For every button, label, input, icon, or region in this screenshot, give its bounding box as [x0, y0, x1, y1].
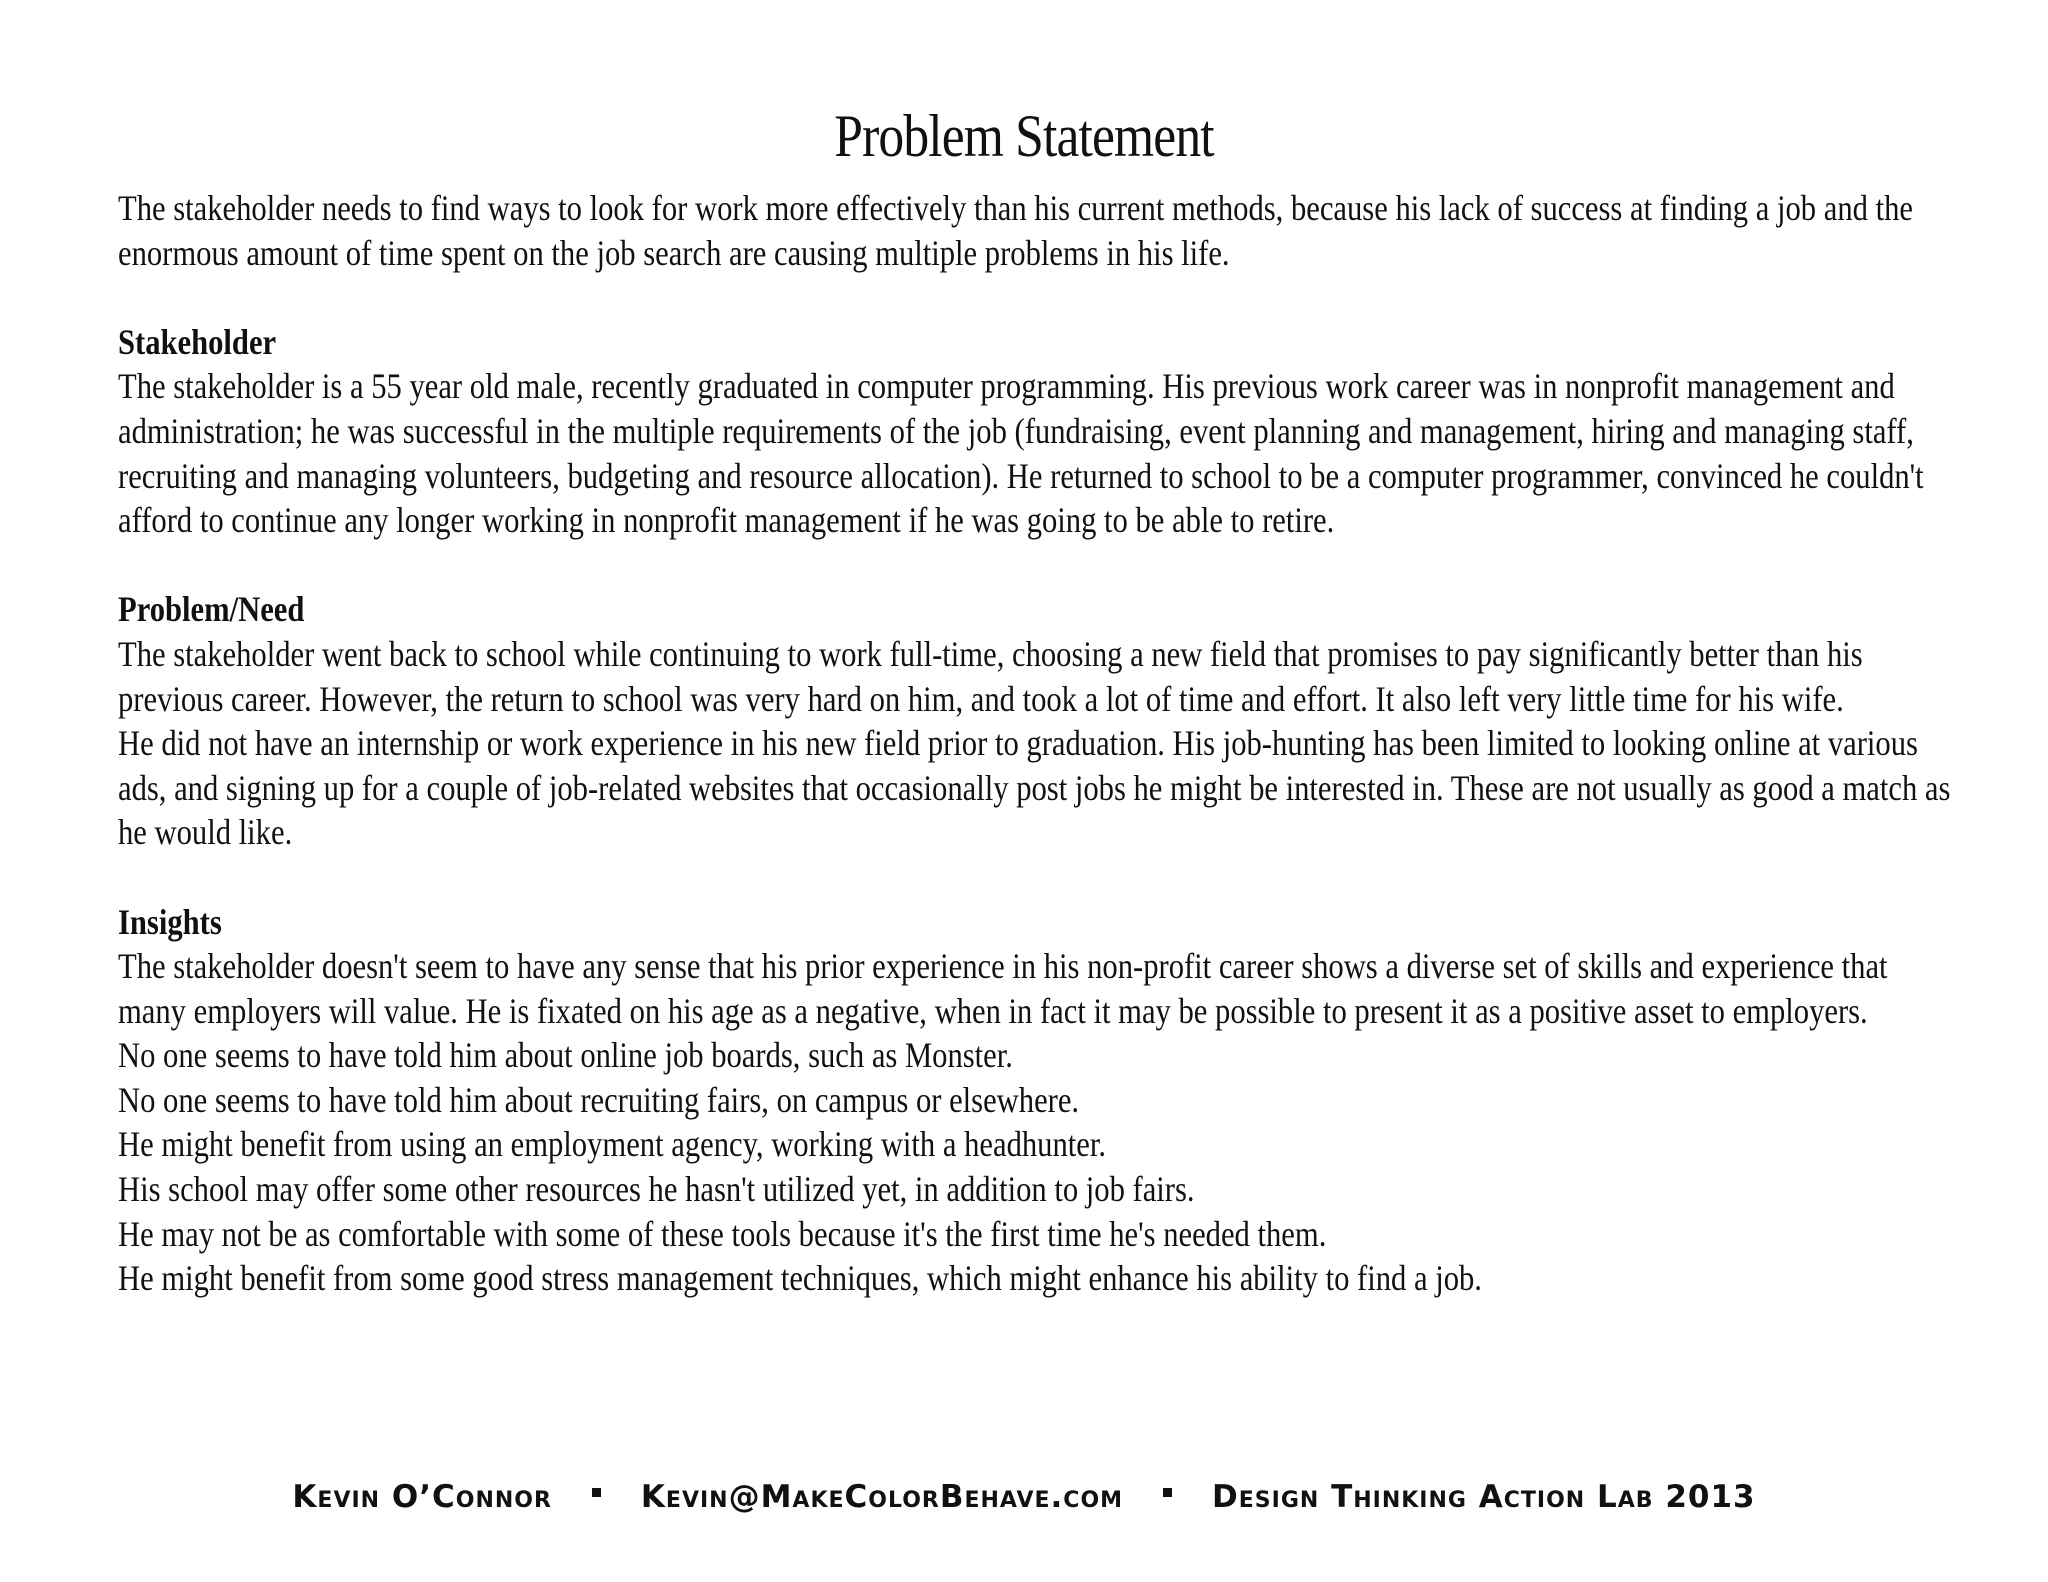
insight-paragraph-6: He may not be as comfortable with some of these tools because it's the first time he's needed them.	[118, 1213, 1327, 1254]
section-heading-stakeholder: Stakeholder	[118, 321, 277, 362]
insight-paragraph-2: No one seems to have told him about online job boards, such as Monster.	[118, 1035, 1013, 1076]
section-problem-need	[118, 587, 1957, 855]
intro-paragraph: The stakeholder needs to find ways to look for work more effectively than his current methods, because his lack of success at finding a job and the enormous amount of time spent on the job search are causing multiple problems in his life.	[118, 188, 1913, 273]
insight-paragraph-1: The stakeholder doesn't seem to have any sense that his prior experience in his non-profit career shows a diverse set of skills and experience that many employers will value. He is fixated on his age as a negative, when in fact it may be possible to present it as a positive asset to employers.	[118, 946, 1888, 1031]
footer-separator-square	[592, 1488, 601, 1497]
insight-paragraph-5: His school may offer some other resources he hasn't utilized yet, in addition to job fairs.	[118, 1169, 1195, 1210]
section-stakeholder	[118, 320, 1957, 543]
footer-separator-square	[1163, 1488, 1172, 1497]
page-title: Problem Statement	[834, 103, 1214, 169]
insight-paragraph-3: No one seems to have told him about recruiting fairs, on campus or elsewhere.	[118, 1079, 1080, 1120]
stakeholder-paragraph: The stakeholder is a 55 year old male, recently graduated in computer programming. His previous work career was in nonprofit management and administration; he was successful in the multiple requirements of the job (fundraising, event planning and management, hiring and managing staff, recruiting and managing volunteers, budgeting and resource allocation). He returned to school to be a computer programmer, convinced he couldn't afford to continue any longer working in nonprofit management if he was going to be able to retire.	[118, 366, 1924, 541]
problem-paragraph-1: The stakeholder went back to school while continuing to work full-time, choosing a new field that promises to pay significantly better than his previous career. However, the return to school was very hard on him, and took a lot of time and effort. It also left very little time for his wife.	[118, 633, 1863, 719]
insight-paragraph-7: He might benefit from some good stress management techniques, which might enhance his ability to find a job.	[118, 1258, 1482, 1299]
footer-author: Kevin O’Connor	[292, 1479, 552, 1515]
document-body	[118, 186, 1957, 1301]
footer-email: Kevin@MakeColorBehave.com	[640, 1479, 1124, 1515]
problem-paragraph-2: He did not have an internship or work experience in his new field prior to graduation. His job-hunting has been limited to looking online at various ads, and signing up for a couple of job-related websites that occasionally post jobs he might be interested in. These are not usually as good a match as he would like.	[118, 723, 1951, 853]
section-heading-problem-need: Problem/Need	[118, 589, 305, 630]
section-heading-insights: Insights	[118, 901, 222, 942]
section-insights	[118, 900, 1957, 1301]
footer-event: Design Thinking Action Lab 2013	[1212, 1479, 1756, 1515]
page-footer	[0, 1477, 2048, 1517]
insight-paragraph-4: He might benefit from using an employment agency, working with a headhunter.	[118, 1124, 1107, 1165]
